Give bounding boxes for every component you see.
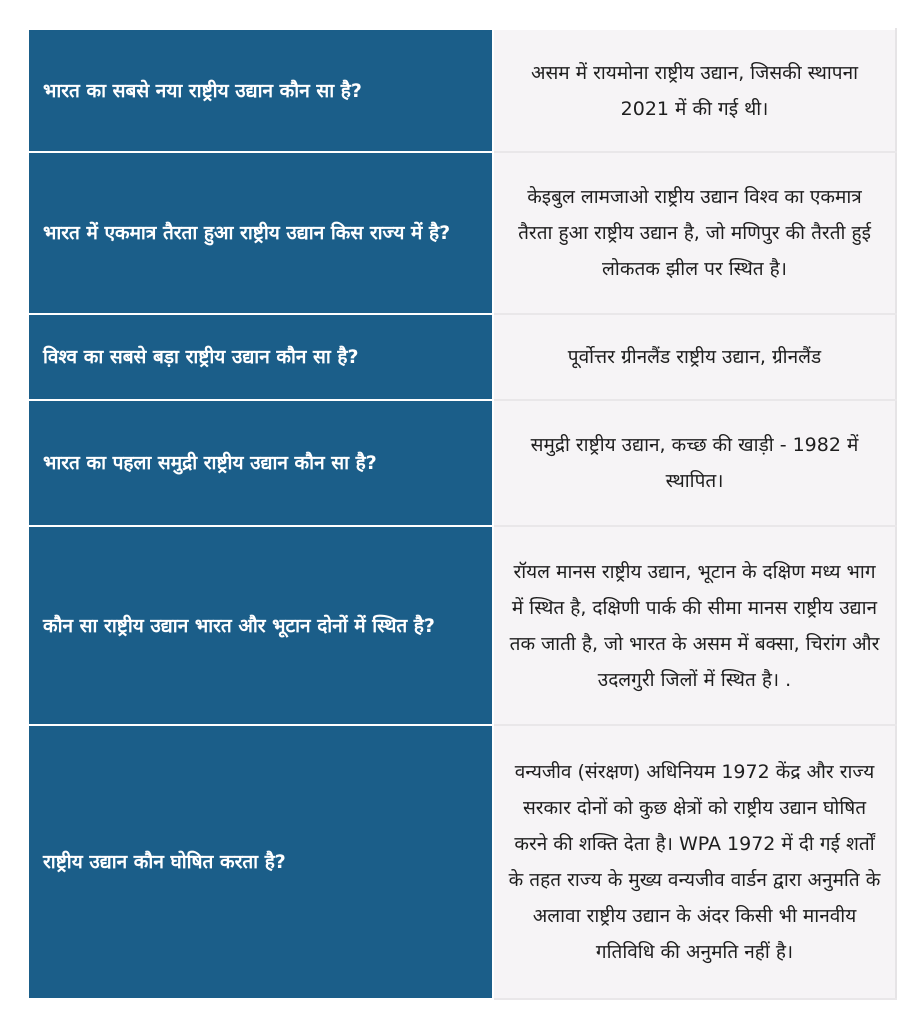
table-row — [28, 152, 896, 314]
question-cell: भारत का सबसे नया राष्ट्रीय उद्यान कौन सा है? — [28, 29, 493, 152]
question-cell: कौन सा राष्ट्रीय उद्यान भारत और भूटान दोनों में स्थित है? — [28, 526, 493, 725]
question-cell: भारत में एकमात्र तैरता हुआ राष्ट्रीय उद्यान किस राज्य में है? — [28, 152, 493, 314]
question-cell: राष्ट्रीय उद्यान कौन घोषित करता है? — [28, 725, 493, 999]
answer-cell: असम में रायमोना राष्ट्रीय उद्यान, जिसकी स्थापना 2021 में की गई थी। — [493, 29, 896, 152]
qa-table — [27, 28, 897, 1000]
table-row — [28, 29, 896, 152]
answer-cell: केइबुल लामजाओ राष्ट्रीय उद्यान विश्व का एकमात्र तैरता हुआ राष्ट्रीय उद्यान है, जो मणिपुर की तैरती हुई लोकतक झील पर स्थित है। — [493, 152, 896, 314]
answer-cell: समुद्री राष्ट्रीय उद्यान, कच्छ की खाड़ी - 1982 में स्थापित। — [493, 400, 896, 526]
question-cell: भारत का पहला समुद्री राष्ट्रीय उद्यान कौन सा है? — [28, 400, 493, 526]
answer-cell: रॉयल मानस राष्ट्रीय उद्यान, भूटान के दक्षिण मध्य भाग में स्थित है, दक्षिणी पार्क की सीमा मानस राष्ट्रीय उद्यान तक जाती है, जो भारत के असम में बक्सा, चिरांग और उदलगुरी जिलों में स्थित है। . — [493, 526, 896, 725]
table-row — [28, 526, 896, 725]
table-row — [28, 400, 896, 526]
table-row — [28, 314, 896, 400]
answer-cell: पूर्वोत्तर ग्रीनलैंड राष्ट्रीय उद्यान, ग्रीनलैंड — [493, 314, 896, 400]
question-cell: विश्व का सबसे बड़ा राष्ट्रीय उद्यान कौन सा है? — [28, 314, 493, 400]
table-row — [28, 725, 896, 999]
answer-cell: वन्यजीव (संरक्षण) अधिनियम 1972 केंद्र और राज्य सरकार दोनों को कुछ क्षेत्रों को राष्ट्रीय उद्यान घोषित करने की शक्ति देता है। WPA 1972 में दी गई शर्तों के तहत राज्य के मुख्य वन्यजीव वार्डन द्वारा अनुमति के अलावा राष्ट्रीय उद्यान के अंदर किसी भी मानवीय गतिविधि की अनुमति नहीं है। — [493, 725, 896, 999]
